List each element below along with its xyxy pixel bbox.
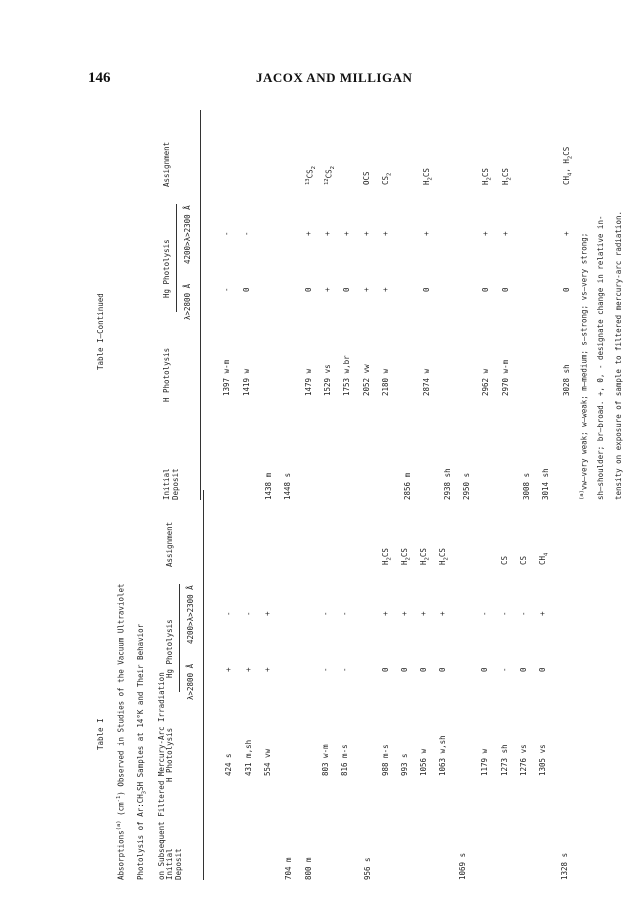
hg-long-change: + <box>224 667 233 672</box>
col-header-lambda-long: λ>2800 Å <box>186 663 195 700</box>
assignment-value: $H_2CS$ <box>400 548 412 565</box>
h-photolysis-value: 1179 w <box>480 748 489 776</box>
h-photolysis-value: 1273 sh <box>500 744 509 776</box>
h-photolysis-value: 2052 vw <box>362 364 371 396</box>
initial-deposit-value: 2950 s <box>462 472 471 500</box>
hg-range-change: + <box>381 611 390 616</box>
running-head: JACOX AND MILLIGAN <box>256 70 413 85</box>
hg-range-change: - <box>321 611 330 616</box>
hg-long-change: - <box>321 667 330 672</box>
hg-range-change: + <box>381 231 390 236</box>
hg-header-rule <box>176 204 177 312</box>
hg-range-change: + <box>422 231 431 236</box>
hg-long-change: + <box>362 287 371 292</box>
hg-range-change: + <box>481 231 490 236</box>
h-photolysis-value: 1753 w,br <box>342 355 351 396</box>
col-header-hg-photolysis: Hg Photolysis <box>162 239 171 298</box>
table-label: Table I <box>96 718 105 750</box>
assignment-value: $H_2CS$ <box>419 548 431 565</box>
assignment-value: $CH_4$, $H_2CS$ <box>562 146 574 185</box>
initial-deposit-value: 1438 m <box>264 472 273 500</box>
hg-long-change: - <box>340 667 349 672</box>
initial-deposit-value: 3014 sh <box>541 468 550 500</box>
hg-range-change: + <box>538 611 547 616</box>
assignment-value: $CH_4$ <box>538 552 550 565</box>
col-header-lambda-range: 4200>λ>2300 Å <box>183 205 192 264</box>
table-label: Table I—Continued <box>96 293 105 370</box>
assignment-value: CS <box>519 555 528 565</box>
h-photolysis-value: 1063 w,sh <box>438 735 447 776</box>
h-photolysis-value: 3028 sh <box>562 364 571 396</box>
hg-long-change: + <box>263 667 272 672</box>
footnote-line: tensity on exposure of sample to filtered mercury-arc radiation. <box>614 211 623 500</box>
hg-long-change: 0 <box>538 667 547 672</box>
hg-long-change: + <box>381 287 390 292</box>
hg-range-change: + <box>400 611 409 616</box>
header-rule <box>200 110 201 500</box>
hg-range-change: - <box>500 611 509 616</box>
hg-range-change: - <box>242 231 251 236</box>
assignment-value: $H_2CS$ <box>481 168 493 185</box>
initial-deposit-value: 1069 s <box>458 852 467 880</box>
assignment-value: $H_2CS$ <box>438 548 450 565</box>
assignment-value: $H_2CS$ <box>422 168 434 185</box>
initial-deposit-value: 1328 s <box>560 852 569 880</box>
hg-range-change: + <box>501 231 510 236</box>
initial-deposit-value: 800 m <box>304 857 313 880</box>
col-header-assignment: Assignment <box>162 141 171 187</box>
hg-long-change: 0 <box>422 287 431 292</box>
col-header-initial: Initial <box>162 468 171 500</box>
hg-long-change: - <box>500 667 509 672</box>
col-header-h-photolysis: H Photolysis <box>165 727 174 782</box>
col-header-deposit: Deposit <box>174 848 183 880</box>
hg-range-change: - <box>519 611 528 616</box>
hg-long-change: 0 <box>342 287 351 292</box>
hg-long-change: 0 <box>480 667 489 672</box>
h-photolysis-value: 1529 vs <box>323 364 332 396</box>
initial-deposit-value: 1448 s <box>283 472 292 500</box>
hg-range-change: + <box>323 231 332 236</box>
table-caption-line: on Subsequent Filtered Mercury-Arc Irradiation <box>157 672 166 880</box>
initial-deposit-value: 956 s <box>363 857 372 880</box>
h-photolysis-value: 2970 w-m <box>501 359 510 396</box>
hg-long-change: 0 <box>419 667 428 672</box>
header-rule <box>203 490 204 880</box>
hg-long-change: + <box>244 667 253 672</box>
assignment-value: CS <box>500 555 509 565</box>
hg-long-change: 0 <box>400 667 409 672</box>
h-photolysis-value: 1419 w <box>242 368 251 396</box>
footnote-line: $^{(a)}$vw—very weak; w—weak; m—medium; s—strong; vs—very strong; <box>579 232 589 500</box>
hg-range-change: + <box>362 231 371 236</box>
page-number: 146 <box>88 70 111 86</box>
h-photolysis-value: 816 m-s <box>340 744 349 776</box>
h-photolysis-value: 2874 w <box>422 368 431 396</box>
col-header-initial: Initial <box>165 848 174 880</box>
hg-range-change: + <box>562 231 571 236</box>
assignment-value: OCS <box>362 171 371 185</box>
hg-long-change: - <box>222 287 231 292</box>
h-photolysis-value: 1056 w <box>419 748 428 776</box>
hg-long-change: 0 <box>438 667 447 672</box>
h-photolysis-value: 1479 w <box>304 368 313 396</box>
rotated-table-area <box>72 120 623 880</box>
hg-long-change: + <box>323 287 332 292</box>
table-caption-line: Photolysis of $Ar:CH_3SH$ Samples at 14°K and Their Behavior <box>136 623 148 880</box>
col-header-assignment: Assignment <box>165 521 174 567</box>
col-header-lambda-range: 4200>λ>2300 Å <box>186 585 195 644</box>
h-photolysis-value: 803 w-m <box>321 744 330 776</box>
h-photolysis-value: 1305 vs <box>538 744 547 776</box>
table-caption-line: Absorptions$^{(a)}$ $(cm^{-1})$ Observed in Studies of the Vacuum Ultraviolet <box>116 583 126 880</box>
h-photolysis-value: 554 vw <box>263 748 272 776</box>
col-header-deposit: Deposit <box>171 468 180 500</box>
hg-long-change: 0 <box>381 667 390 672</box>
hg-range-change: + <box>263 611 272 616</box>
h-photolysis-value: 431 m,sh <box>244 739 253 776</box>
col-header-h-photolysis: H Photolysis <box>162 347 171 402</box>
hg-range-change: + <box>419 611 428 616</box>
hg-range-change: - <box>340 611 349 616</box>
h-photolysis-value: 1397 w-m <box>222 359 231 396</box>
assignment-value: $H_2CS$ <box>381 548 393 565</box>
hg-long-change: 0 <box>501 287 510 292</box>
col-header-lambda-long: λ>2800 Å <box>183 283 192 320</box>
assignment-value: $H_2CS$ <box>501 168 513 185</box>
hg-long-change: 0 <box>562 287 571 292</box>
h-photolysis-value: 993 s <box>400 753 409 776</box>
hg-range-change: - <box>480 611 489 616</box>
hg-long-change: 0 <box>481 287 490 292</box>
col-header-hg-photolysis: Hg Photolysis <box>165 619 174 678</box>
initial-deposit-value: 3008 s <box>522 472 531 500</box>
initial-deposit-value: 2938 sh <box>443 468 452 500</box>
initial-deposit-value: 2856 m <box>403 472 412 500</box>
h-photolysis-value: 988 m-s <box>381 744 390 776</box>
hg-long-change: 0 <box>519 667 528 672</box>
hg-range-change: - <box>244 611 253 616</box>
hg-range-change: + <box>342 231 351 236</box>
footnote-line: sh—shoulder; br—broad. +, 0, - designate change in relative in- <box>596 215 605 500</box>
h-photolysis-value: 2180 w <box>381 368 390 396</box>
hg-range-change: + <box>438 611 447 616</box>
h-photolysis-value: 1276 vs <box>519 744 528 776</box>
hg-header-rule <box>179 584 180 692</box>
h-photolysis-value: 424 s <box>224 753 233 776</box>
hg-long-change: 0 <box>304 287 313 292</box>
initial-deposit-value: 704 m <box>284 857 293 880</box>
assignment-value: $CS_2$ <box>381 172 393 185</box>
hg-range-change: + <box>304 231 313 236</box>
h-photolysis-value: 2962 w <box>481 368 490 396</box>
assignment-value: $^{13}CS_2$ <box>305 166 317 185</box>
hg-range-change: - <box>224 611 233 616</box>
hg-range-change: - <box>222 231 231 236</box>
assignment-value: $^{12}CS_2$ <box>324 166 336 185</box>
hg-long-change: 0 <box>242 287 251 292</box>
